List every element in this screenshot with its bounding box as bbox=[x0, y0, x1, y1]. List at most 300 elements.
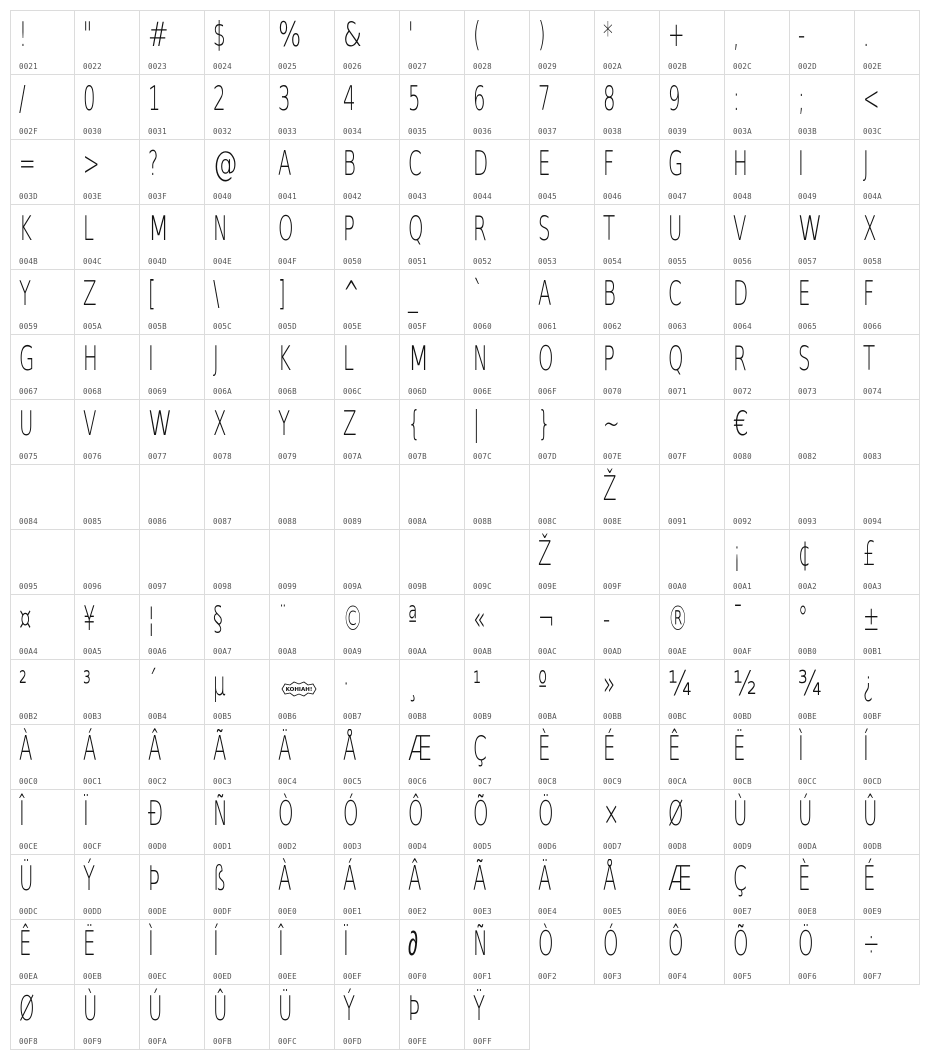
glyph-cell[interactable] bbox=[335, 790, 400, 855]
glyph-cell[interactable] bbox=[140, 140, 205, 205]
glyph-cell[interactable] bbox=[855, 790, 920, 855]
glyph-cell[interactable] bbox=[205, 595, 270, 660]
glyph-cell[interactable] bbox=[790, 465, 855, 530]
glyph-cell[interactable] bbox=[465, 270, 530, 335]
glyph-cell[interactable] bbox=[465, 10, 530, 75]
glyph-char: ~ bbox=[603, 404, 620, 444]
glyph-cell[interactable] bbox=[790, 75, 855, 140]
glyph-cell[interactable] bbox=[595, 75, 660, 140]
glyph-cell[interactable] bbox=[75, 10, 140, 75]
glyph-cell[interactable] bbox=[335, 335, 400, 400]
glyph-cell[interactable] bbox=[855, 855, 920, 920]
glyph-cell[interactable] bbox=[270, 595, 335, 660]
glyph-cell[interactable] bbox=[335, 465, 400, 530]
glyph-cell[interactable] bbox=[725, 920, 790, 985]
glyph-codepoint: 0080 bbox=[733, 452, 752, 461]
glyph-char: Ç bbox=[733, 859, 747, 899]
glyph-cell[interactable] bbox=[465, 205, 530, 270]
glyph-cell[interactable] bbox=[335, 855, 400, 920]
glyph-cell[interactable] bbox=[335, 725, 400, 790]
glyph-cell[interactable] bbox=[660, 140, 725, 205]
glyph-cell[interactable] bbox=[595, 465, 660, 530]
glyph-cell[interactable] bbox=[335, 660, 400, 725]
glyph-cell[interactable] bbox=[75, 660, 140, 725]
glyph-cell[interactable] bbox=[270, 335, 335, 400]
glyph-cell[interactable] bbox=[270, 10, 335, 75]
glyph-cell[interactable] bbox=[140, 790, 205, 855]
glyph-codepoint: 00C3 bbox=[213, 777, 232, 786]
glyph-cell[interactable] bbox=[140, 270, 205, 335]
glyph-char: ´ bbox=[148, 664, 158, 704]
glyph-cell[interactable] bbox=[335, 10, 400, 75]
glyph-cell[interactable] bbox=[75, 270, 140, 335]
glyph-cell[interactable] bbox=[400, 10, 465, 75]
glyph-cell[interactable] bbox=[790, 920, 855, 985]
glyph-char: Ž bbox=[603, 469, 617, 509]
glyph-cell[interactable] bbox=[530, 660, 595, 725]
glyph-cell[interactable] bbox=[530, 270, 595, 335]
glyph-char: F bbox=[603, 144, 615, 184]
glyph-cell[interactable] bbox=[725, 335, 790, 400]
glyph-cell[interactable] bbox=[205, 75, 270, 140]
glyph-cell[interactable] bbox=[270, 465, 335, 530]
glyph-cell[interactable] bbox=[400, 725, 465, 790]
glyph-cell[interactable] bbox=[205, 660, 270, 725]
glyph-cell[interactable] bbox=[335, 530, 400, 595]
glyph-cell[interactable] bbox=[790, 530, 855, 595]
glyph-cell[interactable] bbox=[855, 530, 920, 595]
glyph-cell[interactable] bbox=[10, 10, 75, 75]
glyph-cell[interactable] bbox=[855, 75, 920, 140]
glyph-cell[interactable] bbox=[530, 465, 595, 530]
glyph-char: ª bbox=[408, 599, 418, 639]
glyph-cell[interactable] bbox=[660, 270, 725, 335]
glyph-cell[interactable] bbox=[790, 790, 855, 855]
glyph-cell[interactable] bbox=[140, 75, 205, 140]
glyph-cell[interactable] bbox=[855, 465, 920, 530]
glyph-cell[interactable] bbox=[270, 205, 335, 270]
glyph-cell[interactable] bbox=[595, 660, 660, 725]
glyph-cell[interactable] bbox=[790, 660, 855, 725]
glyph-cell[interactable] bbox=[660, 400, 725, 465]
glyph-cell[interactable] bbox=[75, 595, 140, 660]
glyph-cell[interactable] bbox=[10, 400, 75, 465]
glyph-codepoint: 006E bbox=[473, 387, 492, 396]
glyph-codepoint: 00FB bbox=[213, 1037, 232, 1046]
glyph-char: Î bbox=[278, 924, 284, 964]
glyph-codepoint: 00CA bbox=[668, 777, 687, 786]
glyph-cell[interactable] bbox=[10, 725, 75, 790]
glyph-cell[interactable] bbox=[725, 140, 790, 205]
glyph-codepoint: 003C bbox=[863, 127, 882, 136]
glyph-cell[interactable] bbox=[10, 205, 75, 270]
glyph-cell[interactable] bbox=[790, 725, 855, 790]
glyph-char: } bbox=[538, 404, 551, 444]
glyph-cell[interactable] bbox=[205, 725, 270, 790]
glyph-cell[interactable] bbox=[270, 400, 335, 465]
glyph-codepoint: 0078 bbox=[213, 452, 232, 461]
glyph-codepoint: 0092 bbox=[733, 517, 752, 526]
glyph-codepoint: 004A bbox=[863, 192, 882, 201]
glyph-cell[interactable] bbox=[140, 10, 205, 75]
glyph-char: Î bbox=[19, 794, 25, 834]
glyph-cell[interactable] bbox=[10, 790, 75, 855]
glyph-codepoint: 00CD bbox=[863, 777, 882, 786]
glyph-codepoint: 00BB bbox=[603, 712, 622, 721]
glyph-char: À bbox=[278, 859, 292, 899]
glyph-cell[interactable] bbox=[530, 725, 595, 790]
glyph-cell[interactable] bbox=[400, 790, 465, 855]
glyph-char: Ó bbox=[343, 794, 359, 834]
glyph-cell[interactable] bbox=[400, 920, 465, 985]
glyph-cell[interactable] bbox=[335, 270, 400, 335]
glyph-cell[interactable] bbox=[400, 465, 465, 530]
glyph-cell[interactable] bbox=[465, 400, 530, 465]
glyph-cell[interactable] bbox=[855, 725, 920, 790]
glyph-cell[interactable] bbox=[660, 335, 725, 400]
glyph-cell[interactable] bbox=[205, 140, 270, 205]
glyph-cell[interactable] bbox=[335, 920, 400, 985]
glyph-codepoint: 007A bbox=[343, 452, 362, 461]
glyph-char: ! bbox=[19, 15, 27, 55]
glyph-codepoint: 00A6 bbox=[148, 647, 167, 656]
glyph-codepoint: 00EE bbox=[278, 972, 297, 981]
burst-badge-icon bbox=[281, 681, 317, 697]
glyph-char: % bbox=[278, 15, 302, 55]
glyph-codepoint: 0098 bbox=[213, 582, 232, 591]
glyph-cell[interactable] bbox=[790, 140, 855, 205]
glyph-codepoint: 0083 bbox=[863, 452, 882, 461]
glyph-char: Ý bbox=[83, 859, 96, 899]
glyph-char: ß bbox=[213, 859, 227, 899]
glyph-cell[interactable] bbox=[205, 205, 270, 270]
glyph-cell[interactable] bbox=[140, 530, 205, 595]
glyph-cell[interactable] bbox=[855, 140, 920, 205]
glyph-cell[interactable] bbox=[270, 920, 335, 985]
glyph-cell[interactable] bbox=[530, 335, 595, 400]
glyph-cell[interactable] bbox=[465, 75, 530, 140]
glyph-cell[interactable] bbox=[790, 400, 855, 465]
glyph-cell[interactable] bbox=[75, 920, 140, 985]
glyph-cell[interactable] bbox=[205, 10, 270, 75]
glyph-cell[interactable] bbox=[10, 985, 75, 1050]
glyph-codepoint: 00AA bbox=[408, 647, 427, 656]
glyph-codepoint: 00BD bbox=[733, 712, 752, 721]
glyph-codepoint: 002F bbox=[19, 127, 38, 136]
glyph-char: Ç bbox=[473, 729, 487, 769]
glyph-codepoint: 0074 bbox=[863, 387, 882, 396]
glyph-char: P bbox=[343, 209, 355, 249]
glyph-cell[interactable] bbox=[140, 205, 205, 270]
glyph-cell[interactable] bbox=[140, 465, 205, 530]
glyph-cell[interactable] bbox=[75, 725, 140, 790]
glyph-codepoint: 00DB bbox=[863, 842, 882, 851]
glyph-cell[interactable] bbox=[400, 595, 465, 660]
glyph-codepoint: 00C6 bbox=[408, 777, 427, 786]
glyph-cell[interactable] bbox=[660, 660, 725, 725]
glyph-cell[interactable] bbox=[140, 725, 205, 790]
glyph-cell[interactable] bbox=[725, 725, 790, 790]
glyph-cell[interactable] bbox=[725, 660, 790, 725]
glyph-cell[interactable] bbox=[725, 595, 790, 660]
glyph-cell[interactable] bbox=[725, 205, 790, 270]
glyph-cell[interactable] bbox=[530, 140, 595, 205]
glyph-char: ¬ bbox=[538, 599, 555, 639]
glyph-cell[interactable] bbox=[465, 920, 530, 985]
glyph-cell[interactable] bbox=[595, 855, 660, 920]
glyph-cell[interactable] bbox=[465, 140, 530, 205]
glyph-cell[interactable] bbox=[465, 725, 530, 790]
glyph-cell[interactable] bbox=[660, 595, 725, 660]
glyph-char: » bbox=[603, 664, 616, 704]
glyph-cell[interactable] bbox=[270, 530, 335, 595]
glyph-char: 6 bbox=[473, 79, 486, 119]
glyph-codepoint: 00BF bbox=[863, 712, 882, 721]
glyph-cell[interactable] bbox=[270, 660, 335, 725]
glyph-char: + bbox=[668, 15, 685, 55]
glyph-cell[interactable] bbox=[205, 985, 270, 1050]
glyph-codepoint: 0050 bbox=[343, 257, 362, 266]
glyph-cell[interactable] bbox=[790, 10, 855, 75]
glyph-codepoint: 0042 bbox=[343, 192, 362, 201]
glyph-cell[interactable] bbox=[270, 270, 335, 335]
glyph-cell[interactable] bbox=[10, 75, 75, 140]
glyph-cell[interactable] bbox=[725, 530, 790, 595]
glyph-cell[interactable] bbox=[10, 530, 75, 595]
glyph-cell[interactable] bbox=[140, 660, 205, 725]
glyph-cell[interactable] bbox=[205, 920, 270, 985]
glyph-cell[interactable] bbox=[855, 920, 920, 985]
glyph-cell[interactable] bbox=[75, 205, 140, 270]
glyph-cell[interactable] bbox=[855, 10, 920, 75]
glyph-cell[interactable] bbox=[75, 335, 140, 400]
glyph-cell[interactable] bbox=[465, 335, 530, 400]
glyph-cell[interactable] bbox=[465, 530, 530, 595]
glyph-cell[interactable] bbox=[205, 530, 270, 595]
glyph-char: ` bbox=[473, 274, 483, 314]
glyph-cell[interactable] bbox=[530, 855, 595, 920]
glyph-codepoint: 0054 bbox=[603, 257, 622, 266]
glyph-cell[interactable] bbox=[205, 335, 270, 400]
glyph-cell[interactable] bbox=[595, 725, 660, 790]
glyph-cell[interactable] bbox=[205, 270, 270, 335]
glyph-cell[interactable] bbox=[855, 335, 920, 400]
glyph-cell[interactable] bbox=[790, 595, 855, 660]
glyph-cell[interactable] bbox=[270, 790, 335, 855]
glyph-cell[interactable] bbox=[465, 855, 530, 920]
glyph-codepoint: 00E7 bbox=[733, 907, 752, 916]
glyph-cell[interactable] bbox=[595, 400, 660, 465]
glyph-cell[interactable] bbox=[660, 205, 725, 270]
glyph-cell[interactable] bbox=[400, 530, 465, 595]
glyph-cell[interactable] bbox=[595, 205, 660, 270]
glyph-char: · bbox=[343, 664, 350, 704]
glyph-codepoint: 00E3 bbox=[473, 907, 492, 916]
glyph-codepoint: 00B0 bbox=[798, 647, 817, 656]
glyph-codepoint: 00B7 bbox=[343, 712, 362, 721]
glyph-cell[interactable] bbox=[140, 335, 205, 400]
glyph-cell[interactable] bbox=[595, 790, 660, 855]
glyph-codepoint: 0089 bbox=[343, 517, 362, 526]
glyph-cell[interactable] bbox=[400, 205, 465, 270]
glyph-cell[interactable] bbox=[725, 10, 790, 75]
glyph-cell[interactable] bbox=[595, 10, 660, 75]
glyph-cell[interactable] bbox=[10, 920, 75, 985]
glyph-cell[interactable] bbox=[140, 855, 205, 920]
glyph-codepoint: 00F8 bbox=[19, 1037, 38, 1046]
glyph-cell[interactable] bbox=[855, 270, 920, 335]
glyph-cell[interactable] bbox=[660, 465, 725, 530]
glyph-cell[interactable] bbox=[335, 595, 400, 660]
glyph-cell[interactable] bbox=[660, 75, 725, 140]
glyph-cell[interactable] bbox=[855, 205, 920, 270]
glyph-cell[interactable] bbox=[660, 725, 725, 790]
glyph-cell[interactable] bbox=[725, 75, 790, 140]
glyph-char: I bbox=[148, 339, 154, 379]
glyph-cell[interactable] bbox=[595, 920, 660, 985]
glyph-cell[interactable] bbox=[465, 790, 530, 855]
glyph-cell[interactable] bbox=[10, 595, 75, 660]
glyph-char: µ bbox=[213, 664, 226, 704]
glyph-char: Æ bbox=[668, 859, 692, 899]
glyph-cell[interactable] bbox=[400, 660, 465, 725]
glyph-codepoint: 008C bbox=[538, 517, 557, 526]
glyph-cell[interactable] bbox=[530, 920, 595, 985]
glyph-cell[interactable] bbox=[725, 790, 790, 855]
glyph-codepoint: 0021 bbox=[19, 62, 38, 71]
glyph-codepoint: 00B1 bbox=[863, 647, 882, 656]
glyph-cell[interactable] bbox=[400, 400, 465, 465]
glyph-cell[interactable] bbox=[660, 10, 725, 75]
glyph-cell[interactable] bbox=[790, 335, 855, 400]
glyph-cell[interactable] bbox=[595, 270, 660, 335]
glyph-cell[interactable] bbox=[205, 465, 270, 530]
glyph-cell[interactable] bbox=[400, 75, 465, 140]
glyph-codepoint: 0052 bbox=[473, 257, 492, 266]
glyph-char: . bbox=[863, 15, 870, 55]
glyph-cell[interactable] bbox=[465, 660, 530, 725]
glyph-cell[interactable] bbox=[465, 465, 530, 530]
glyph-char: E bbox=[798, 274, 811, 314]
glyph-char: Ó bbox=[603, 924, 619, 964]
glyph-cell[interactable] bbox=[790, 270, 855, 335]
glyph-cell[interactable] bbox=[855, 400, 920, 465]
glyph-cell[interactable] bbox=[595, 530, 660, 595]
glyph-cell[interactable] bbox=[335, 400, 400, 465]
glyph-cell[interactable] bbox=[400, 140, 465, 205]
glyph-char: ¹ bbox=[473, 664, 481, 704]
glyph-cell[interactable] bbox=[530, 790, 595, 855]
glyph-codepoint: 00C5 bbox=[343, 777, 362, 786]
glyph-cell[interactable] bbox=[75, 790, 140, 855]
glyph-cell[interactable] bbox=[140, 920, 205, 985]
glyph-cell[interactable] bbox=[10, 270, 75, 335]
glyph-char: Ü bbox=[19, 859, 34, 899]
glyph-cell[interactable] bbox=[75, 75, 140, 140]
glyph-cell[interactable] bbox=[140, 400, 205, 465]
glyph-cell[interactable] bbox=[75, 140, 140, 205]
glyph-cell[interactable] bbox=[75, 530, 140, 595]
glyph-cell[interactable] bbox=[75, 985, 140, 1050]
glyph-cell[interactable] bbox=[465, 595, 530, 660]
glyph-char: ^ bbox=[343, 274, 360, 314]
glyph-cell[interactable] bbox=[855, 660, 920, 725]
glyph-cell[interactable] bbox=[790, 205, 855, 270]
glyph-codepoint: 00B9 bbox=[473, 712, 492, 721]
glyph-cell[interactable] bbox=[10, 465, 75, 530]
glyph-cell[interactable] bbox=[725, 400, 790, 465]
glyph-cell[interactable] bbox=[335, 985, 400, 1050]
glyph-cell[interactable] bbox=[335, 205, 400, 270]
glyph-cell[interactable] bbox=[530, 205, 595, 270]
glyph-cell[interactable] bbox=[270, 725, 335, 790]
glyph-codepoint: 00B5 bbox=[213, 712, 232, 721]
glyph-cell[interactable] bbox=[660, 530, 725, 595]
glyph-cell[interactable] bbox=[270, 75, 335, 140]
glyph-cell[interactable] bbox=[140, 595, 205, 660]
glyph-codepoint: 0056 bbox=[733, 257, 752, 266]
glyph-cell[interactable] bbox=[10, 335, 75, 400]
glyph-cell[interactable] bbox=[75, 855, 140, 920]
glyph-cell[interactable] bbox=[270, 855, 335, 920]
glyph-cell[interactable] bbox=[270, 985, 335, 1050]
glyph-codepoint: 0043 bbox=[408, 192, 427, 201]
glyph-char: I bbox=[798, 144, 804, 184]
glyph-cell[interactable] bbox=[400, 855, 465, 920]
glyph-cell[interactable] bbox=[790, 855, 855, 920]
glyph-codepoint: 00FA bbox=[148, 1037, 167, 1046]
glyph-cell[interactable] bbox=[140, 985, 205, 1050]
glyph-char: 9 bbox=[668, 79, 681, 119]
glyph-codepoint: 00B3 bbox=[83, 712, 102, 721]
glyph-cell[interactable] bbox=[205, 400, 270, 465]
glyph-cell[interactable] bbox=[75, 400, 140, 465]
glyph-cell[interactable] bbox=[335, 140, 400, 205]
glyph-cell[interactable] bbox=[725, 465, 790, 530]
glyph-cell[interactable] bbox=[660, 920, 725, 985]
glyph-cell[interactable] bbox=[205, 855, 270, 920]
glyph-cell[interactable] bbox=[530, 530, 595, 595]
glyph-cell[interactable] bbox=[400, 335, 465, 400]
glyph-cell[interactable] bbox=[10, 660, 75, 725]
glyph-cell[interactable] bbox=[595, 595, 660, 660]
glyph-cell[interactable] bbox=[595, 335, 660, 400]
glyph-cell[interactable] bbox=[530, 595, 595, 660]
glyph-cell[interactable] bbox=[10, 140, 75, 205]
glyph-codepoint: 003D bbox=[19, 192, 38, 201]
glyph-cell[interactable] bbox=[335, 75, 400, 140]
glyph-codepoint: 0063 bbox=[668, 322, 687, 331]
glyph-cell[interactable] bbox=[595, 140, 660, 205]
glyph-cell[interactable] bbox=[10, 855, 75, 920]
glyph-codepoint: 00A5 bbox=[83, 647, 102, 656]
glyph-cell[interactable] bbox=[660, 790, 725, 855]
glyph-cell[interactable] bbox=[75, 465, 140, 530]
glyph-cell[interactable] bbox=[855, 595, 920, 660]
glyph-cell[interactable] bbox=[530, 75, 595, 140]
glyph-cell[interactable] bbox=[400, 270, 465, 335]
glyph-cell[interactable] bbox=[205, 790, 270, 855]
glyph-cell[interactable] bbox=[530, 400, 595, 465]
glyph-cell[interactable] bbox=[725, 270, 790, 335]
glyph-cell[interactable] bbox=[530, 10, 595, 75]
glyph-cell[interactable] bbox=[270, 140, 335, 205]
glyph-cell[interactable] bbox=[660, 855, 725, 920]
glyph-cell[interactable] bbox=[465, 985, 530, 1050]
glyph-cell[interactable] bbox=[400, 985, 465, 1050]
glyph-cell[interactable] bbox=[725, 855, 790, 920]
glyph-char: Ä bbox=[538, 859, 552, 899]
